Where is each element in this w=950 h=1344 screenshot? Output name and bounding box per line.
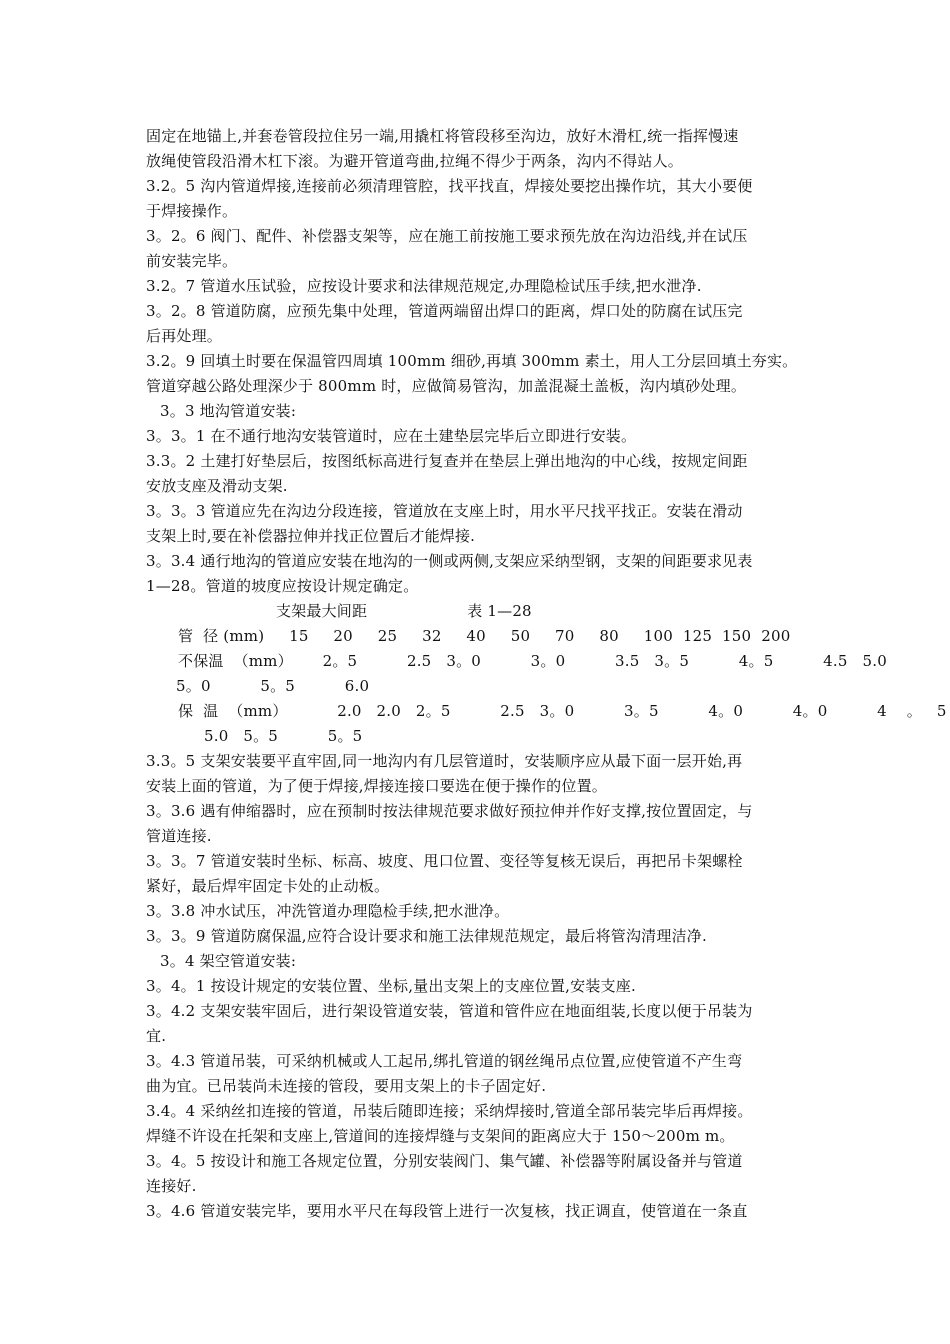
text-line: 3。2。6 阀门、配件、补偿器支架等，应在施工前按施工要求预先放在沟边沿线,并在试压	[146, 227, 748, 245]
text-line: 3。3.8 冲水试压，冲洗管道办理隐检手续,把水泄净。	[146, 902, 510, 920]
text-line: 3.2。5 沟内管道焊接,连接前必须清理管腔，找平找直，焊接处要挖出操作坑，其大小要便	[146, 177, 753, 195]
text-line: 曲为宜。已吊装尚未连接的管段，要用支架上的卡子固定好.	[146, 1077, 547, 1095]
table-number: 表 1—28	[467, 602, 532, 620]
text-line: 紧好，最后焊牢固定卡处的止动板。	[146, 877, 390, 895]
text-line: 3.2。7 管道水压试验，应按设计要求和法律规范规定,办理隐检试压手续,把水泄净.	[146, 277, 702, 295]
document-body	[146, 124, 947, 1224]
section-heading: 3。3 地沟管道安装:	[160, 402, 297, 420]
text-line: 管道连接.	[146, 827, 212, 845]
text-line: 宜.	[146, 1027, 167, 1045]
text-line: 固定在地锚上,并套卷管段拉住另一端,用撬杠将管段移至沟边，放好木滑杠,统一指挥慢速	[146, 127, 739, 145]
text-line: 3.3。2 土建打好垫层后，按图纸标高进行复查并在垫层上弹出地沟的中心线，按规定间距	[146, 452, 748, 470]
section-heading: 3。4 架空管道安装:	[160, 952, 297, 970]
table-row-insulated: 保 温 （mm） 2.0 2.0 2。5 2.5 3。0 3。5 4。0 4。0 4 。 5	[178, 702, 947, 720]
text-line: 3.3。5 支架安装要平直牢固,同一地沟内有几层管道时，安装顺序应从最下面一层开始,再	[146, 752, 743, 770]
text-line: 3。4。5 按设计和施工各规定位置，分别安装阀门、集气罐、补偿器等附属设备并与管道	[146, 1152, 743, 1170]
text-line: 支架上时,要在补偿器拉伸并找正位置后才能焊接.	[146, 527, 476, 545]
text-line: 3。3。7 管道安装时坐标、标高、坡度、甩口位置、变径等复核无误后，再把吊卡架螺栓	[146, 852, 743, 870]
table-row-insulated-cont: 5.0 5。5 5。5	[204, 727, 363, 745]
table-title: 支架最大间距	[276, 602, 368, 620]
text-line: 3.4。4 采纳丝扣连接的管道，吊装后随即连接；采纳焊接时,管道全部吊装完毕后再焊接。	[146, 1102, 753, 1120]
text-line: 3。4.3 管道吊装，可采纳机械或人工起吊,绑扎管道的钢丝绳吊点位置,应使管道不产生弯	[146, 1052, 743, 1070]
text-line: 前安装完毕。	[146, 252, 238, 270]
text-line: 焊缝不许设在托架和支座上,管道间的连接焊缝与支架间的距离应大于 150～200m m。	[146, 1127, 735, 1145]
text-line: 1—28。管道的坡度应按设计规定确定。	[146, 577, 419, 595]
text-line: 3。3。1 在不通行地沟安装管道时，应在土建垫层完毕后立即进行安装。	[146, 427, 637, 445]
text-line: 3。3.6 遇有伸缩器时，应在预制时按法律规范要求做好预拉伸并作好支撑,按位置固定，与	[146, 802, 753, 820]
text-line: 于焊接操作。	[146, 202, 238, 220]
table-row-diameter: 管 径 (mm) 15 20 25 32 40 50 70 80 100 125 150 200	[178, 627, 791, 645]
text-line: 3。4.6 管道安装完毕，要用水平尺在每段管上进行一次复核，找正调直，使管道在一条直	[146, 1202, 748, 1220]
text-line: 3。3。3 管道应先在沟边分段连接，管道放在支座上时，用水平尺找平找正。安装在滑动	[146, 502, 743, 520]
table-caption	[146, 599, 810, 624]
text-line: 连接好.	[146, 1177, 197, 1195]
text-line: 安装上面的管道，为了便于焊接,焊接连接口要选在便于操作的位置。	[146, 777, 607, 795]
table-row-uninsulated-cont: 5。0 5。5 6.0	[176, 677, 370, 695]
text-line: 3。2。8 管道防腐，应预先集中处理，管道两端留出焊口的距离，焊口处的防腐在试压完	[146, 302, 743, 320]
text-line: 3。4。1 按设计规定的安装位置、坐标,量出支架上的支座位置,安装支座.	[146, 977, 636, 995]
text-line: 放绳使管段沿滑木杠下滚。为避开管道弯曲,拉绳不得少于两条，沟内不得站人。	[146, 152, 683, 170]
text-line: 管道穿越公路处理深少于 800mm 时，应做简易管沟，加盖混凝土盖板，沟内填砂处理。	[146, 377, 747, 395]
text-line: 3.2。9 回填土时要在保温管四周填 100mm 细砂,再填 300mm 素土，用人工分层回填土夯实。	[146, 352, 798, 370]
text-line: 安放支座及滑动支架.	[146, 477, 288, 495]
text-line: 3。3.4 通行地沟的管道应安装在地沟的一侧或两侧,支架应采纳型钢，支架的间距要求见表	[146, 552, 753, 570]
text-line: 3。4.2 支架安装牢固后，进行架设管道安装，管道和管件应在地面组装,长度以便于吊装为	[146, 1002, 753, 1020]
table-row-uninsulated: 不保温 （mm） 2。5 2.5 3。0 3。0 3.5 3。5 4。5 4.5 5.0	[178, 652, 887, 670]
text-line: 后再处理。	[146, 327, 223, 345]
text-line: 3。3。9 管道防腐保温,应符合设计要求和施工法律规范规定，最后将管沟清理洁净.	[146, 927, 707, 945]
